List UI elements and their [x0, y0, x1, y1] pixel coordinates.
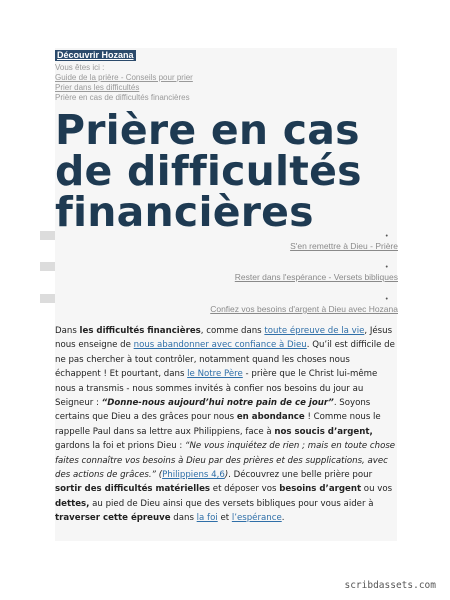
toc-bullet: • [385, 233, 388, 240]
page-title: Prière en cas de difficultés financières [55, 106, 362, 236]
bold-text: besoins d’argent [279, 484, 362, 495]
body-text: et déposer vos [210, 484, 280, 495]
margin-marker [40, 294, 55, 303]
intro-paragraph [55, 324, 397, 526]
inline-link[interactable]: la foi [196, 513, 218, 524]
toc-link-hozana[interactable]: Confiez vos besoins d'argent à Dieu avec Hozana [210, 304, 398, 314]
body-text: ! Comme nous le rappelle Paul dans sa lettre aux Philippiens, face à [55, 412, 381, 437]
breadcrumb-intro: Vous êtes ici : [55, 63, 105, 72]
discover-hozana-link[interactable]: Découvrir Hozana [57, 50, 134, 60]
inline-link[interactable]: l’espérance [231, 513, 282, 524]
body-text: . Soyons certains que Dieu a des grâces pour nous [55, 398, 371, 423]
body-text: . [281, 513, 285, 524]
body-text: . Découvrez une belle prière pour [228, 470, 373, 481]
margin-marker [40, 262, 55, 271]
bold-text: les difficultés financières [79, 326, 201, 336]
toc-link-hope-verses[interactable]: Rester dans l'espérance - Versets bibliques [234, 272, 398, 282]
toc-bullet: • [385, 264, 388, 271]
body-text: gardons la foi et prions Dieu : [55, 441, 186, 452]
italic-text: ( [158, 470, 163, 481]
breadcrumb-current: Prière en cas de difficultés financières [55, 93, 190, 102]
italic-text: “Ne vous inquiétez de rien ; mais en toute chose faites connaître vos besoins à Dieu par des prières et des supplications, avec des actions de grâces.” [55, 441, 396, 481]
inline-link[interactable]: toute épreuve de la vie [264, 326, 365, 336]
bold-text: dettes, [55, 498, 90, 509]
breadcrumb-link-guide[interactable]: Guide de la prière - Conseils pour prier [55, 73, 193, 82]
body-text: - prière que le Christ lui-même nous a transmis - nous sommes invités à confier nos besoins du jour au Seigneur : [55, 369, 378, 409]
italic-text: ) [224, 470, 229, 481]
toc-item-2 [148, 263, 398, 283]
intro-text [55, 324, 397, 526]
inline-link[interactable]: nous abandonner avec confiance à Dieu [133, 340, 307, 351]
margin-marker [40, 231, 55, 240]
toc-item-1 [148, 232, 398, 252]
body-text: , Jésus nous enseigne de [55, 326, 393, 351]
bold-text: sortir des difficultés matérielles [55, 484, 211, 495]
body-text: . Qu’il est difficile de ne pas chercher à tout contrôler, notamment quand les choses nous échappent ! Et pourtant, dans [55, 340, 395, 380]
body-text: au pied de Dieu ainsi que des versets bibliques pour vous aider à [89, 498, 374, 509]
body-text: dans [170, 513, 197, 524]
breadcrumb-link-difficulties[interactable]: Prier dans les difficultés [55, 83, 140, 92]
bold-text: en abondance [236, 412, 305, 423]
toc-item-3 [148, 295, 398, 315]
scripture-quote: “Donne-nous aujourd’hui notre pain de ce jour” [101, 398, 334, 409]
inline-link[interactable]: le Notre Père [187, 369, 243, 380]
body-text: Dans [55, 326, 80, 336]
inline-link[interactable]: Philippiens 4,6 [162, 470, 225, 481]
bold-text: traverser cette épreuve [55, 513, 171, 524]
body-text: ou vos [361, 484, 393, 495]
toc-bullet: • [385, 296, 388, 303]
body-text: , comme dans [200, 326, 265, 336]
breadcrumb [55, 63, 355, 103]
toc-link-surrender[interactable]: S'en remettre à Dieu - Prière [290, 241, 398, 251]
watermark: scribdassets.com [344, 580, 436, 591]
bold-text: nos soucis d’argent, [274, 426, 373, 437]
body-text: et [217, 513, 232, 524]
